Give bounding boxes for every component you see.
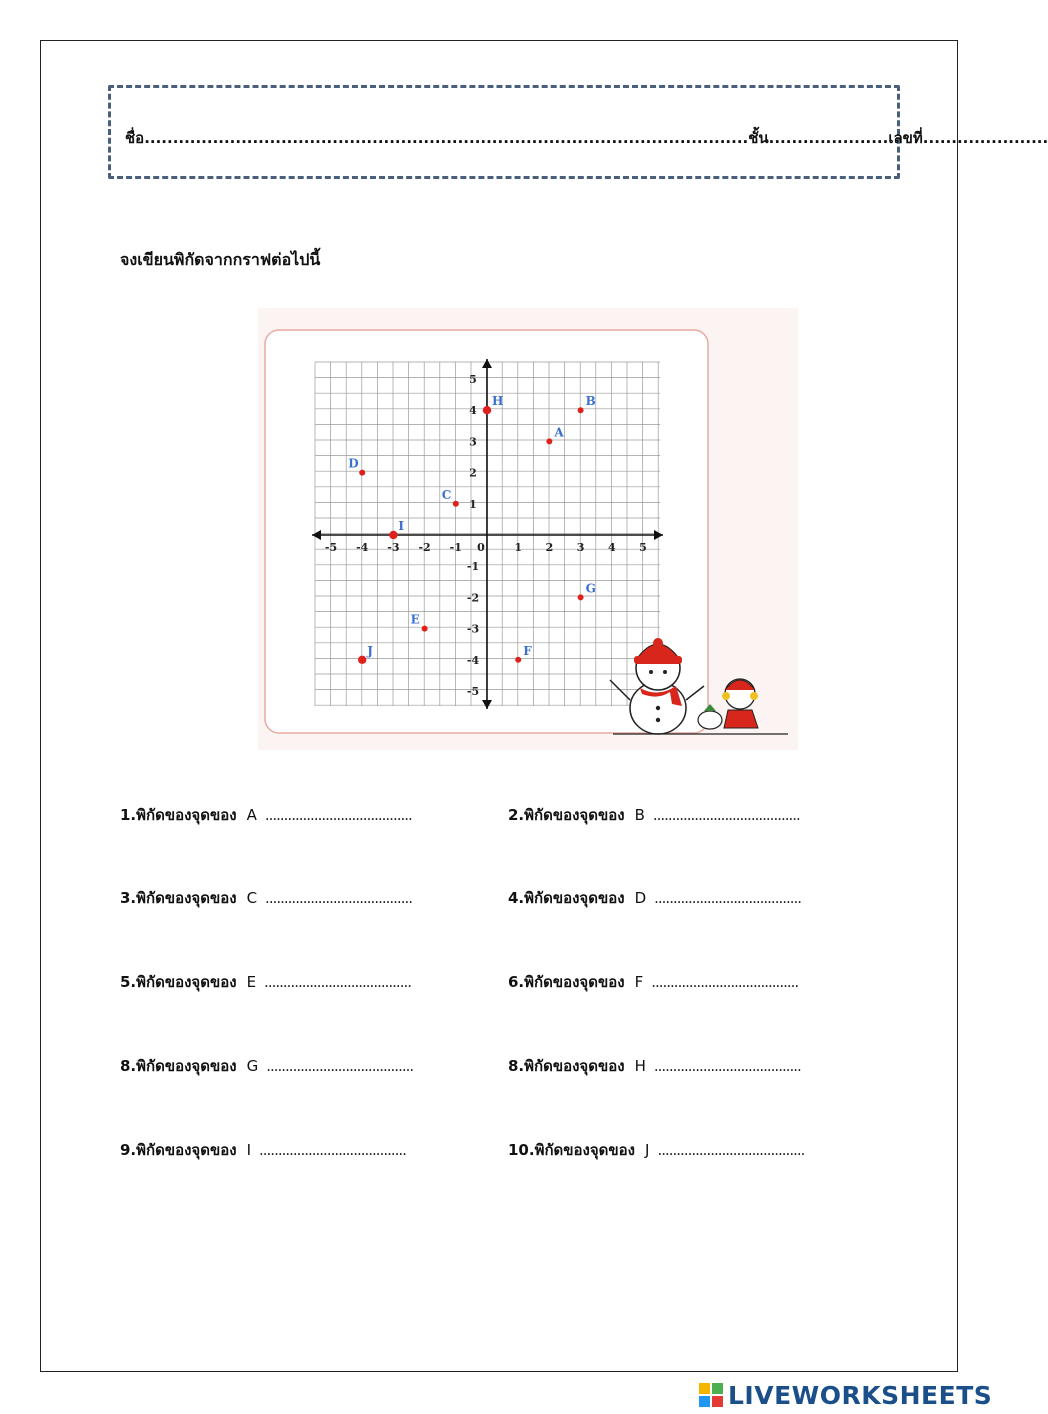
point-h-label: H	[492, 394, 504, 409]
x-tick-label: 4	[607, 541, 616, 554]
point-d-label: D	[348, 456, 359, 471]
answer-field[interactable]: .......................................	[259, 1141, 406, 1159]
y-tick-label: -5	[466, 685, 480, 698]
question-label: 1.พิกัดของจุดของ	[120, 806, 237, 824]
question-point-letter: J	[645, 1141, 650, 1159]
point-c-label: C	[441, 487, 452, 502]
question-4	[508, 886, 801, 910]
point-j-label: J	[367, 643, 373, 658]
point-b-marker	[578, 407, 584, 413]
x-tick-label: 1	[514, 541, 523, 554]
name-field[interactable]: ..........................................................................................................	[144, 129, 749, 147]
point-g-marker	[578, 594, 584, 600]
point-g-label: G	[585, 581, 596, 596]
question-2	[508, 803, 800, 827]
question-label: 8.พิกัดของจุดของ	[120, 1057, 237, 1075]
question-point-letter: H	[634, 1057, 646, 1075]
question-point-letter: B	[634, 806, 645, 824]
question-point-letter: E	[246, 973, 257, 991]
x-tick-label: -4	[356, 541, 369, 554]
y-tick-label: 2	[469, 466, 477, 480]
student-info-line	[125, 126, 1048, 150]
question-point-letter: G	[246, 1057, 259, 1075]
y-tick-label: 4	[469, 404, 477, 418]
x-tick-label: -2	[418, 541, 431, 554]
point-a-marker	[546, 438, 552, 444]
class-label: ชั้น	[748, 129, 769, 147]
x-tick-label: -5	[324, 541, 338, 554]
x-tick-label: 2	[545, 541, 554, 554]
coordinate-plane-chart	[258, 308, 798, 750]
coordinate-figure	[258, 308, 798, 750]
answer-field[interactable]: .......................................	[651, 973, 799, 991]
question-label: 9.พิกัดของจุดของ	[120, 1141, 237, 1159]
y-tick-label: -1	[466, 560, 480, 574]
question-7	[120, 1054, 413, 1078]
question-label: 8.พิกัดของจุดของ	[508, 1057, 625, 1075]
brand-name: LIVEWORKSHEETS	[728, 1380, 993, 1410]
question-6	[508, 970, 798, 994]
number-field[interactable]: ......................	[922, 129, 1048, 147]
x-tick-label: 0	[477, 541, 485, 554]
answer-field[interactable]: .......................................	[657, 1141, 805, 1159]
y-tick-label: 5	[469, 373, 477, 386]
answer-field[interactable]: .......................................	[265, 889, 413, 907]
point-e-label: E	[410, 612, 420, 627]
point-h-marker	[483, 406, 491, 414]
question-label: 2.พิกัดของจุดของ	[508, 806, 625, 824]
student-info-box	[108, 85, 1048, 179]
x-tick-label: -3	[387, 541, 400, 554]
point-e-marker	[422, 626, 428, 632]
answer-field[interactable]: .......................................	[264, 973, 412, 991]
question-3	[120, 886, 412, 910]
name-label: ชื่อ	[125, 129, 145, 147]
question-point-letter: I	[246, 1141, 251, 1159]
y-tick-label: 1	[469, 497, 477, 511]
y-tick-label: -4	[466, 653, 480, 667]
x-tick-label: 3	[576, 541, 585, 554]
answer-field[interactable]: .......................................	[652, 806, 800, 824]
point-f-marker	[515, 657, 521, 663]
liveworksheets-logo-icon	[698, 1382, 724, 1408]
point-j-marker	[358, 656, 366, 664]
point-b-label: B	[585, 394, 596, 409]
answer-field[interactable]: .......................................	[264, 806, 412, 824]
y-tick-label: -3	[466, 622, 480, 636]
question-8	[508, 1054, 801, 1078]
brand-logo	[698, 1380, 992, 1410]
question-point-letter: D	[634, 889, 647, 907]
point-i-label: I	[398, 519, 405, 533]
question-label: 6.พิกัดของจุดของ	[508, 973, 625, 991]
point-a-label: A	[554, 425, 564, 440]
instruction-text: จงเขียนพิกัดจากกราฟต่อไปนี้	[120, 250, 321, 269]
x-tick-label: 5	[639, 541, 647, 554]
point-c-marker	[453, 501, 459, 507]
question-point-letter: F	[634, 973, 644, 991]
y-tick-label: 3	[469, 435, 477, 449]
question-5	[120, 970, 411, 994]
answer-field[interactable]: .......................................	[266, 1057, 414, 1075]
question-9	[120, 1138, 406, 1162]
question-label: 3.พิกัดของจุดของ	[120, 889, 237, 907]
point-f-label: F	[523, 643, 532, 658]
answer-field[interactable]: .......................................	[654, 889, 802, 907]
question-label: 4.พิกัดของจุดของ	[508, 889, 625, 907]
number-label: เลขที่	[888, 129, 923, 147]
question-label: 10.พิกัดของจุดของ	[508, 1141, 635, 1159]
question-point-letter: A	[246, 806, 257, 824]
answer-field[interactable]: .......................................	[653, 1057, 801, 1075]
class-field[interactable]: .....................	[768, 129, 889, 147]
question-1	[120, 803, 412, 827]
question-10	[508, 1138, 804, 1162]
point-d-marker	[359, 470, 365, 476]
y-tick-label: -2	[466, 591, 480, 605]
question-label: 5.พิกัดของจุดของ	[120, 973, 237, 991]
question-point-letter: C	[246, 889, 258, 907]
x-tick-label: -1	[449, 541, 462, 554]
point-i-marker	[389, 531, 397, 539]
